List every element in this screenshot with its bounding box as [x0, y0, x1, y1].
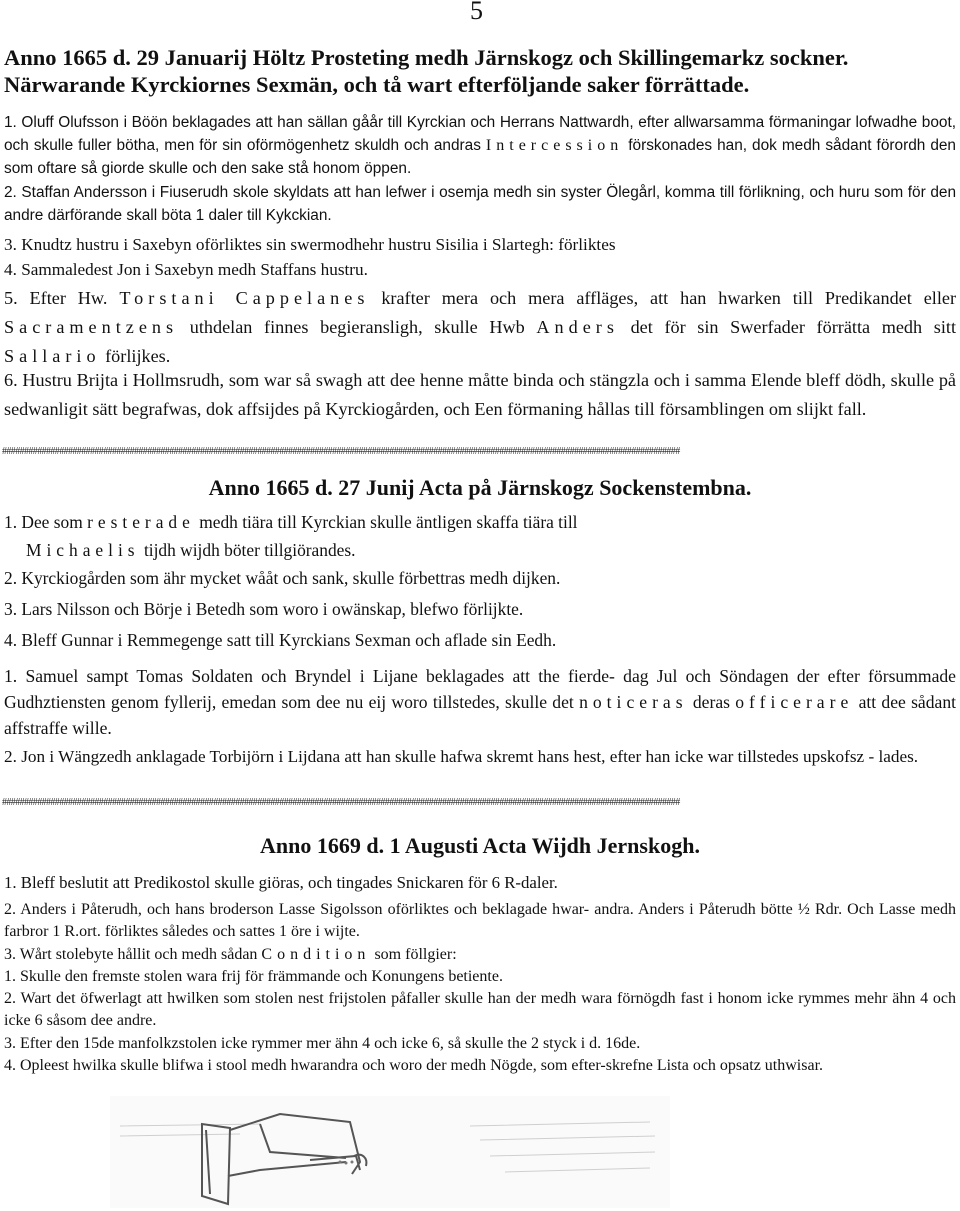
section1-item2: 2. Staffan Andersson i Fiuserudh skole skyldats att han lefwer i osemja medh sin syster Ölegårl, komma till förlikning, och huru som för den andre därförande skall böta 1 daler till Kykckian. — [4, 184, 956, 224]
section2-item1-text-b: medh tiära till Kyrckian skulle äntligen skaffa tiära till — [199, 512, 578, 532]
section2-item5 — [4, 663, 956, 741]
section2-heading: Anno 1665 d. 27 Junij Acta på Järnskogz Sockenstembna. — [208, 475, 752, 500]
section1-heading-line2: Närwarande Kyrckiornes Sexmän, och tå wart efterföljande saker förrättade. — [4, 72, 750, 97]
section3-item3-text-a: 3. Wårt stolebyte hållit och medh sådan — [4, 946, 258, 963]
section3-item4: 1. Skulle den fremste stolen wara frij för främmande och Konungens betiente. — [4, 968, 503, 985]
section1-item5-text-c: uthdelan finnes begieransligh, skulle Hwb — [189, 317, 525, 337]
section3-item3-text-b: som föllgier: — [374, 946, 457, 963]
section1-item5-spaced-3: Anders — [536, 317, 619, 337]
separator-2: ########################################################################################################################################################## — [2, 797, 680, 808]
section2-item1-text-a: 1. Dee som — [4, 512, 83, 532]
section1-item5-spaced-4: Sallario — [4, 346, 101, 366]
section2-item5-spaced-2: officerare — [735, 692, 854, 712]
page-number: 5 — [470, 0, 483, 25]
section1-item1-text-b: förskonades han, dok medh sådant förordh den som oftare så giorde skulle och den sake stå honom öppen. — [4, 137, 956, 177]
section2-item3: 3. Lars Nilsson och Börje i Betedh som woro i owänskap, blefwo förlijkte. — [4, 599, 524, 619]
section2-item1 — [4, 508, 956, 564]
section2-item5-text-c: att dee sådant affstraffe wille. — [4, 692, 957, 738]
section3-heading: Anno 1669 d. 1 Augusti Acta Wijdh Jernskogh. — [260, 833, 700, 858]
section1-item1-text-a: 1. Oluff Olufsson i Böön beklagades att han sällan gåår till Kyrckian och Herrans Nattwardh, efter allwarsamma förmaningar lofwadhe boot, och skulle fuller bötha, men för sin oförmögenhetz skuldh och andras — [4, 114, 956, 154]
section1-item1 — [4, 111, 956, 180]
section2-item1-spaced-2: Michaelis — [26, 540, 140, 560]
section1-item5-text-a: 5. Efter Hw. — [4, 288, 108, 308]
section1-item1-spaced: Intercession — [485, 137, 624, 154]
section2-item5-text-a: 1. Samuel sampt Tomas Soldaten och Bryndel i Lijane beklagades att the fierde- dag Jul och Söndagen der efter försummade Gudhztiensten genom fyllerij, emedan som dee nu eij woro tillstedes, skulle det — [4, 666, 956, 712]
section1-heading — [4, 44, 956, 98]
separator-1: ########################################################################################################################################################## — [2, 446, 680, 457]
section3-item6: 3. Efter den 15de manfolkzstolen icke rymmer mer ähn 4 och icke 6, så skulle the 2 styck i d. 16de. — [4, 1035, 641, 1052]
section2-item4: 4. Bleff Gunnar i Remmegenge satt till Kyrckians Sexman och aflade sin Eedh. — [4, 630, 557, 650]
bench-sketch-image — [110, 1096, 670, 1208]
section3-item3-spaced: Condition — [261, 946, 371, 963]
section2-item6: 2. Jon i Wängzedh anklagade Torbijörn i Lijdana att han skulle hafwa skremt hans hest, efter han icke war tillstedes upskofsz - lades. — [4, 747, 919, 766]
section2-item1-spaced-1: resterade — [87, 512, 195, 532]
section1-item5-text-d: det för sin Swerfader förrätta medh sitt — [630, 317, 957, 337]
section2-item5-spaced-1: noticeras — [579, 692, 688, 712]
section3-item3 — [4, 944, 956, 966]
section1-item5-text-b: krafter mera och mera affläges, att han hwarken till Predikandet eller — [381, 288, 956, 308]
section3-item1: 1. Bleff beslutit att Predikostol skulle giöras, och tingades Snickaren för 6 R-daler. — [4, 873, 558, 892]
section2-item1-text-c: tijdh wijdh böter tillgiörandes. — [143, 540, 356, 560]
section3-item2: 2. Anders i Påterudh, och hans broderson Lasse Sigolsson oförliktes och beklagade hwar- andra. Anders i Påterudh bötte ½ Rdr. Och Lasse medh farbror 1 R.ort. förliktes således och sattes 1 öre i wijte. — [4, 901, 956, 940]
section3-item5: 2. Wart det öfwerlagt att hwilken som stolen nest frijstolen påfaller skulle han der medh wara förnögdh fast i honom icke rymmes mehr ähn 4 och icke 6 såsom dee andre. — [4, 990, 956, 1029]
section1-item4: 4. Sammaledest Jon i Saxebyn medh Staffans hustru. — [4, 260, 368, 279]
section1-heading-line1: Anno 1665 d. 29 Januarij Höltz Prosteting medh Järnskogz och Skillingemarkz sockner. — [4, 45, 849, 70]
section2-item5-text-b: deras — [692, 692, 730, 712]
section3-item7: 4. Opleest hwilka skulle blifwa i stool medh hwarandra och woro der medh Nögde, som efter-skrefne Lista och opsatz uthwisar. — [4, 1057, 824, 1074]
section1-item6: 6. Hustru Brijta i Hollmsrudh, som war så swagh att dee henne måtte binda och stängzla och i samma Elende bleff dödh, skulle på sedwanligit sätt begrafwas, dok affsijdes på Kyrckiogården, och Een förmaning hållas till församblingen om slijkt fall. — [4, 370, 956, 419]
section2-item2: 2. Kyrckiogården som ähr mycket wååt och sank, skulle förbettras medh dijken. — [4, 568, 561, 588]
section1-item3: 3. Knudtz hustru i Saxebyn oförliktes sin swermodhehr hustru Sisilia i Slartegh: förliktes — [4, 235, 616, 254]
section1-item5-spaced-1: Torstani Cappelanes — [119, 288, 370, 308]
section1-item5 — [4, 284, 956, 371]
section1-item5-spaced-2: Sacramentzens — [4, 317, 179, 337]
section1-item5-text-e: förlijkes. — [105, 346, 171, 366]
